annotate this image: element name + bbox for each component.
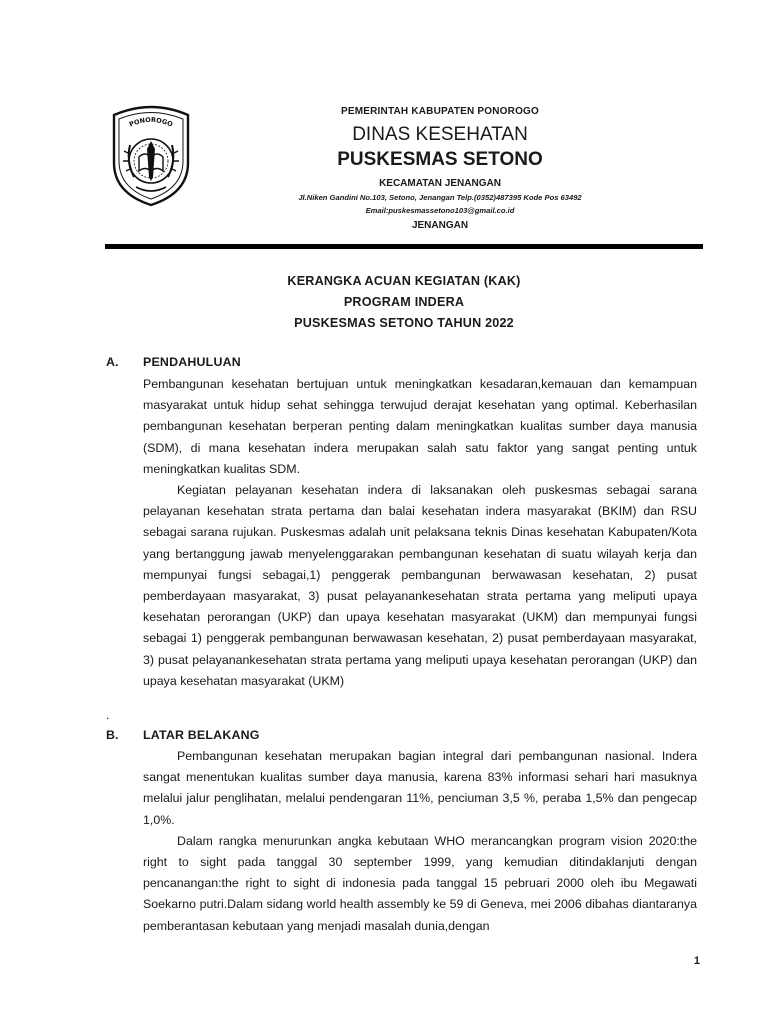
separator-dot: . — [106, 708, 110, 722]
section-b-letter: B. — [106, 728, 119, 742]
section-b-paragraph-2: Dalam rangka menurunkan angka kebutaan WHO merancangkan program vision 2020:the right to sight pada tanggal 30 september 1999, yang kemudian ditindaklanjuti dengan pencanangan:the right to sight di indonesia pada tanggal 15 pebruari 2000 oleh ibu Megawati Soekarno putri.Dalam sidang world health assembly ke 59 di Geneva, mei 2006 dibahas diantaranya pemberantasan kebutaan yang menjadi masalah dunia,dengan — [143, 833, 697, 933]
section-a-body — [143, 374, 697, 692]
letterhead-email: Email:puskesmassetono103@gmail.co.id — [365, 206, 515, 215]
letterhead-divider — [105, 244, 703, 249]
section-a-paragraph-2: Kegiatan pelayanan kesehatan indera di laksanakan oleh puskesmas sebagai sarana pelayanan kesehatan strata pertama dan balai kesehatan indera masyarakat (BKIM) dan RSU sebagai sarana rujukan. Puskesmas adalah unit pelaksana teknis Dinas kesehatan Kabupaten/Kota yang bertanggung jawab menyelenggarakan pembangunan kesehatan di suatu wilayah kerja dan mempunyai fungsi sebagai,1) penggerak pembangunan berwawasan kesehatan, 2) pusat pemberdayaan masyarakat, 3) pusat pelayanankesehatan strata pertama yang meliputi upaya kesehatan perorangan (UKP) dan upaya kesehatan masyarakat (UKM) dan mempunyai fungsi sebagai 1) penggerak pembangunan berwawasan kesehatan, 2) pusat pemberdayaan masyarakat, 3) pusat pelayanankesehatan strata pertama yang meliputi upaya kesehatan perorangan (UKP) dan upaya kesehatan masyarakat (UKM) — [143, 483, 697, 688]
letterhead-government: PEMERINTAH KABUPATEN PONOROGO — [340, 106, 540, 117]
section-b-body — [143, 746, 697, 937]
crest-label: PONOROGO — [128, 115, 174, 129]
letterhead-agency: DINAS KESEHATAN — [352, 124, 528, 145]
letterhead-address: Jl.Niken Gandini No.103, Setono, Jenangan Telp.(0352)487395 Kode Pos 63492 — [298, 193, 582, 202]
section-a-letter: A. — [106, 355, 119, 369]
document-title: KERANGKA ACUAN KEGIATAN (KAK) — [287, 274, 521, 288]
page-number: 1 — [693, 955, 700, 967]
section-b-paragraph-1: Pembangunan kesehatan merupakan bagian integral dari pembangunan nasional. Indera sangat menentukan kualitas sumber daya manusia, karena 83% informasi sehari hari masuknya melalui jalur penglihatan, melalui pendengaran 11%, penciuman 3,5 %, peraba 1,5% dan pengecap 1,0%. — [143, 749, 697, 827]
document-program: PROGRAM INDERA — [343, 295, 465, 309]
section-b-heading: LATAR BELAKANG — [143, 728, 260, 742]
letterhead-institution: PUSKESMAS SETONO — [337, 149, 543, 170]
ponorogo-crest-logo — [108, 101, 194, 207]
letterhead-district: KECAMATAN JENANGAN — [379, 178, 501, 189]
letterhead-town: JENANGAN — [411, 220, 469, 231]
section-a-heading: PENDAHULUAN — [143, 355, 241, 369]
section-a-paragraph-1: Pembangunan kesehatan bertujuan untuk meningkatkan kesadaran,kemauan dan kemampuan masyarakat untuk hidup sehat sehingga terwujud derajat kesehatan yang optimal. Keberhasilan pembangunan kesehatan berperan penting dalam meningkatkan kualitas sumber daya manusia (SDM), di mana kesehatan indera merupakan salah satu faktor yang sangat penting untuk meningkatkan kualitas SDM. — [143, 377, 697, 476]
document-subtitle: PUSKESMAS SETONO TAHUN 2022 — [294, 316, 514, 330]
